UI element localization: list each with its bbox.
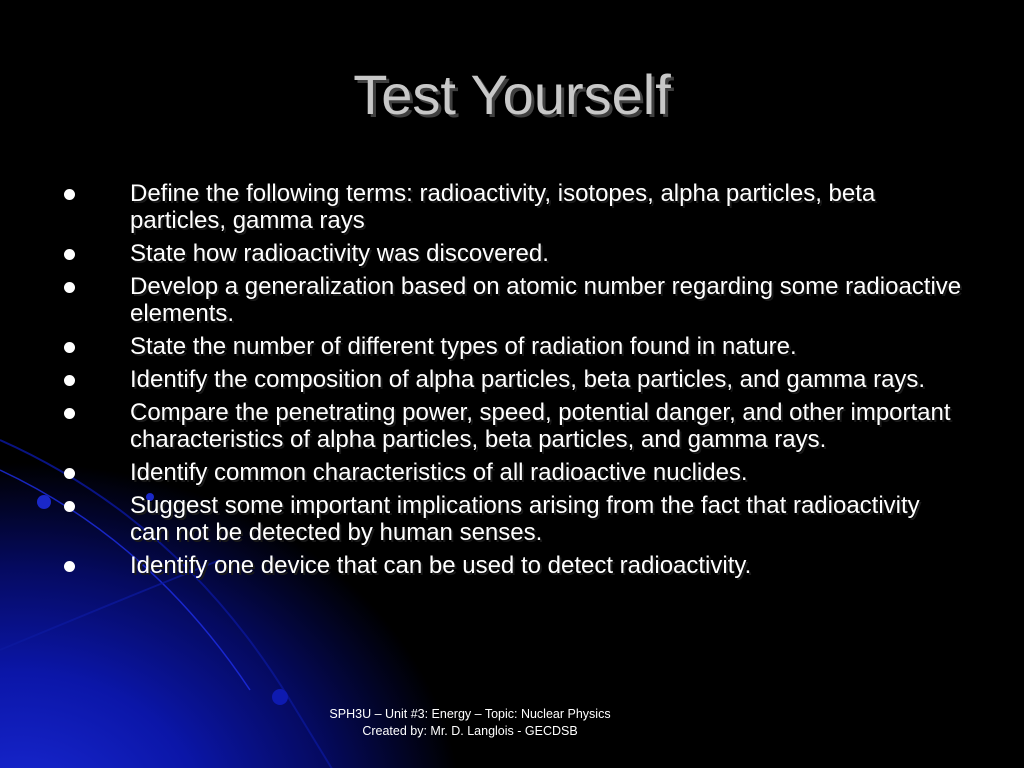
list-item	[64, 366, 964, 393]
list-item	[64, 180, 964, 234]
list-item	[64, 240, 964, 267]
slide-title: Test Yourself	[353, 63, 671, 126]
bullet-text: Compare the penetrating power, speed, potential danger, and other important characteristics of alpha particles, beta particles, and gamma rays.	[130, 399, 951, 453]
list-item	[64, 399, 964, 453]
bullet-text: Identify common characteristics of all radioactive nuclides.	[130, 459, 748, 486]
footer-course-line: SPH3U – Unit #3: Energy – Topic: Nuclear Physics	[329, 707, 611, 721]
footer-author-line: Created by: Mr. D. Langlois - GECDSB	[362, 724, 578, 738]
slide-footer	[270, 706, 670, 740]
list-item	[64, 273, 964, 327]
bullet-dot-icon	[64, 408, 75, 419]
bullet-dot-icon	[64, 282, 75, 293]
bullet-text: Define the following terms: radioactivity, isotopes, alpha particles, beta particles, gamma rays	[130, 180, 876, 234]
bullet-dot-icon	[64, 501, 75, 512]
bullet-dot-icon	[64, 189, 75, 200]
bullet-text: State the number of different types of radiation found in nature.	[130, 333, 797, 360]
bullet-text: Suggest some important implications arising from the fact that radioactivity can not be detected by human senses.	[130, 492, 920, 546]
list-item	[64, 459, 964, 486]
list-item	[64, 333, 964, 360]
list-item	[64, 492, 964, 546]
decor-dot-left	[37, 495, 51, 509]
bullet-dot-icon	[64, 249, 75, 260]
bullet-dot-icon	[64, 468, 75, 479]
bullet-text: Identify the composition of alpha particles, beta particles, and gamma rays.	[130, 366, 926, 393]
bullet-text: Develop a generalization based on atomic number regarding some radioactive elements.	[130, 273, 962, 327]
bullet-text: State how radioactivity was discovered.	[130, 240, 549, 267]
list-item	[64, 552, 964, 579]
bullet-dot-icon	[64, 342, 75, 353]
bullet-text: Identify one device that can be used to detect radioactivity.	[130, 552, 752, 579]
bullet-list	[64, 180, 964, 585]
bullet-dot-icon	[64, 375, 75, 386]
bullet-dot-icon	[64, 561, 75, 572]
decor-dot-bottom	[272, 689, 288, 705]
